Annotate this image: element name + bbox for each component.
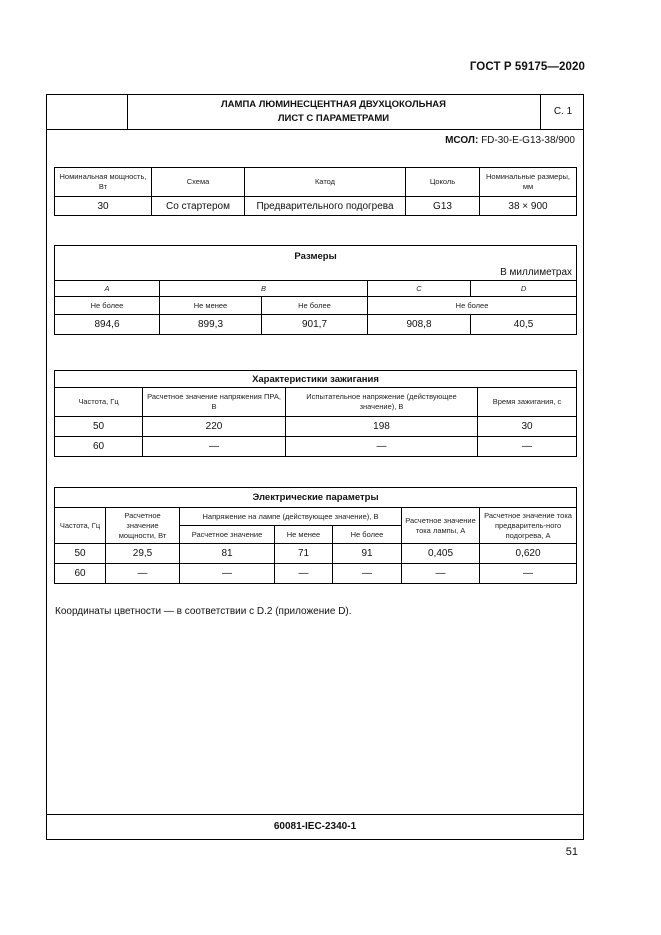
title-blank-cell <box>47 95 128 129</box>
table-cell: 220 <box>143 417 286 437</box>
table-cell: 29,5 <box>106 544 180 564</box>
dim-letter-c: C <box>368 281 471 297</box>
el-subheader-max: Не более <box>333 526 402 544</box>
general-table <box>54 167 577 216</box>
el-subheader-nominal: Расчетное значение <box>180 526 275 544</box>
table-cell: 60 <box>55 437 143 457</box>
dim-value-c: 908,8 <box>368 315 471 335</box>
dimensions-title: Размеры <box>294 251 337 262</box>
title-row <box>47 95 583 130</box>
page-number: 51 <box>565 846 578 858</box>
table-cell: 30 <box>478 417 577 437</box>
dimensions-table <box>54 245 577 335</box>
table-cell: — <box>143 437 286 457</box>
sheet-title <box>127 95 540 129</box>
standard-number: ГОСТ Р 59175—2020 <box>469 61 585 73</box>
table-cell: — <box>402 564 480 584</box>
sheet-number: С. 1 <box>540 95 585 129</box>
el-subheader-min: Не менее <box>275 526 333 544</box>
cell-cap: G13 <box>406 197 480 216</box>
dim-limit-b-min: Не менее <box>160 297 262 315</box>
table-cell: 50 <box>55 417 143 437</box>
table-cell: — <box>480 564 577 584</box>
dim-value-a: 894,6 <box>55 315 160 335</box>
table-cell: — <box>333 564 402 584</box>
dim-value-b-min: 899,3 <box>160 315 262 335</box>
el-header-lamp-current: Расчетное значение тока лампы, А <box>402 508 480 544</box>
table-cell: 50 <box>55 544 106 564</box>
table-cell: — <box>275 564 333 584</box>
table-cell: — <box>180 564 275 584</box>
dim-value-d: 40,5 <box>471 315 577 335</box>
table-cell: 198 <box>286 417 478 437</box>
dim-letter-a: A <box>55 281 160 297</box>
el-header-lamp-voltage: Напряжение на лампе (действующее значение), В <box>180 508 402 526</box>
msol-code: FD-30-E-G13-38/900 <box>481 135 575 146</box>
header-cap: Цоколь <box>406 168 480 197</box>
table-cell: 60 <box>55 564 106 584</box>
parameter-sheet-frame <box>46 94 584 840</box>
header-power: Номинальная мощность, Вт <box>55 168 152 197</box>
dim-letter-b: B <box>160 281 368 297</box>
el-header-power: Расчетное значение мощности, Вт <box>106 508 180 544</box>
ignition-table <box>54 370 577 457</box>
cell-cathode: Предварительного подогрева <box>245 197 406 216</box>
ign-header-frequency: Частота, Гц <box>55 388 143 417</box>
table-cell: 71 <box>275 544 333 564</box>
table-cell: 81 <box>180 544 275 564</box>
electrical-table <box>54 487 577 584</box>
ignition-title: Характеристики зажигания <box>55 371 577 388</box>
dim-letter-d: D <box>471 281 577 297</box>
msol-label: МСОЛ: <box>445 135 479 146</box>
dim-value-b-max: 901,7 <box>262 315 368 335</box>
el-header-frequency: Частота, Гц <box>55 508 106 544</box>
dimensions-unit: В миллиметрах <box>500 267 573 278</box>
ign-header-ignition-time: Время зажигания, с <box>478 388 577 417</box>
el-header-preheat-current: Расчетное значение тока предваритель-ного подогрева, А <box>480 508 577 544</box>
table-cell: 91 <box>333 544 402 564</box>
header-cathode: Катод <box>245 168 406 197</box>
table-cell: — <box>478 437 577 457</box>
ign-header-ballast-voltage: Расчетное значение напряжения ПРА, В <box>143 388 286 417</box>
sheet-title-line1: ЛАМПА ЛЮМИНЕСЦЕНТНАЯ ДВУХЦОКОЛЬНАЯ <box>221 99 446 110</box>
sheet-title-line2: ЛИСТ С ПАРАМЕТРАМИ <box>277 113 390 124</box>
dim-limit-b-max: Не более <box>262 297 368 315</box>
electrical-title: Электрические параметры <box>55 488 577 508</box>
header-scheme: Схема <box>152 168 245 197</box>
table-cell: — <box>106 564 180 584</box>
msol-designation <box>445 135 575 146</box>
dim-limit-a: Не более <box>55 297 160 315</box>
chromaticity-note: Координаты цветности — в соответствии с D.2 (приложение D). <box>55 606 352 617</box>
table-cell: 0,620 <box>480 544 577 564</box>
dim-limit-cd: Не более <box>368 297 577 315</box>
ign-header-test-voltage: Испытательное напряжение (действующее значение), В <box>286 388 478 417</box>
cell-dimensions: 38 × 900 <box>480 197 577 216</box>
cell-power: 30 <box>55 197 152 216</box>
table-cell: 0,405 <box>402 544 480 564</box>
header-dimensions: Номинальные размеры, мм <box>480 168 577 197</box>
cell-scheme: Со стартером <box>152 197 245 216</box>
table-cell: — <box>286 437 478 457</box>
footer-code: 60081-IEC-2340-1 <box>47 814 583 839</box>
